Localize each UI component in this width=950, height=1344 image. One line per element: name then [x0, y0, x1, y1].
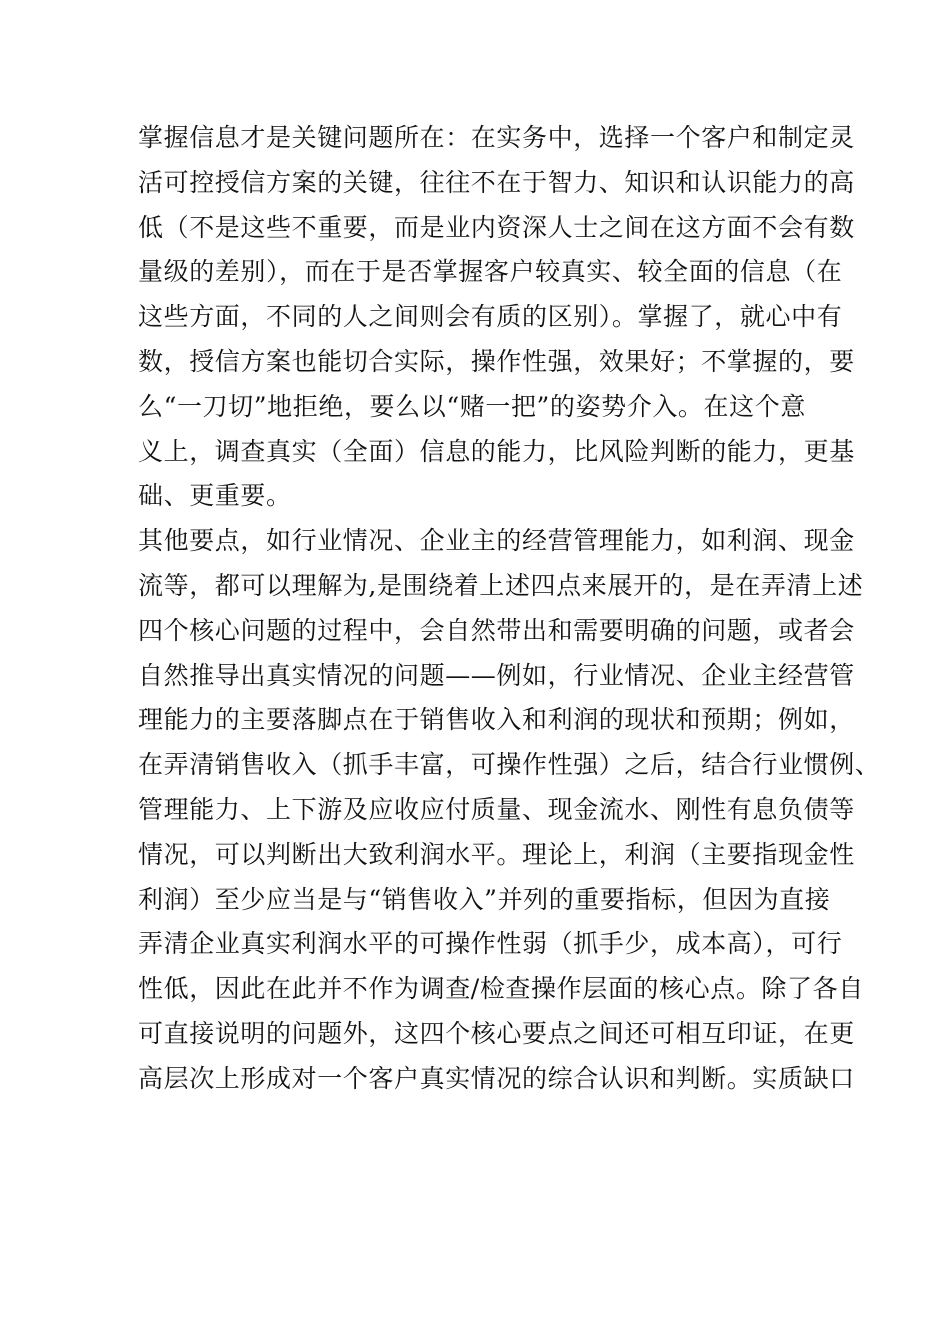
- body-text: [138, 116, 881, 1102]
- text-line: 可直接说明的问题外，这四个核心要点之间还可相互印证，在更: [138, 1018, 855, 1048]
- text-line: 低（不是这些不重要，而是业内资深人士之间在这方面不会有数: [138, 212, 855, 242]
- text-line: 其他要点，如行业情况、企业主的经营管理能力，如利润、现金: [138, 526, 855, 556]
- text-line: 高层次上形成对一个客户真实情况的综合认识和判断。实质缺口: [138, 1063, 855, 1093]
- text-line: 利润）至少应当是与“销售收入”并列的重要指标，但因为直接: [138, 884, 831, 914]
- text-line: 流等，都可以理解为,是围绕着上述四点来展开的，是在弄清上述: [138, 570, 864, 600]
- text-line: 自然推导出真实情况的问题——例如，行业情况、企业主经营管: [138, 660, 855, 690]
- text-line: 这些方面，不同的人之间则会有质的区别）。掌握了，就心中有: [138, 302, 843, 332]
- text-line: 四个核心问题的过程中，会自然带出和需要明确的问题，或者会: [138, 615, 855, 645]
- text-line: 量级的差别），而在于是否掌握客户较真实、较全面的信息（在: [138, 257, 843, 287]
- text-line: 情况，可以判断出大致利润水平。理论上，利润（主要指现金性: [138, 839, 855, 869]
- text-line: 础、更重要。: [138, 481, 292, 511]
- text-line: 数，授信方案也能切合实际，操作性强，效果好；不掌握的，要: [138, 346, 855, 376]
- text-line: 弄清企业真实利润水平的可操作性弱（抓手少，成本高），可行: [138, 929, 843, 959]
- text-line: 理能力的主要落脚点在于销售收入和利润的现状和预期；例如，: [138, 705, 855, 735]
- text-line: 么“一刀切”地拒绝，要么以“赌一把”的姿势介入。在这个意: [138, 391, 806, 421]
- text-line: 义上，调查真实（全面）信息的能力，比风险判断的能力，更基: [138, 436, 855, 466]
- text-line: 活可控授信方案的关键，往往不在于智力、知识和认识能力的高: [138, 167, 855, 197]
- text-line: 在弄清销售收入（抓手丰富，可操作性强）之后，结合行业惯例、: [138, 750, 881, 780]
- text-line: 管理能力、上下游及应收应付质量、现金流水、刚性有息负债等: [138, 794, 855, 824]
- text-line: 性低，因此在此并不作为调查/检查操作层面的核心点。除了各自: [138, 974, 864, 1004]
- text-line: 掌握信息才是关键问题所在：在实务中，选择一个客户和制定灵: [138, 123, 855, 152]
